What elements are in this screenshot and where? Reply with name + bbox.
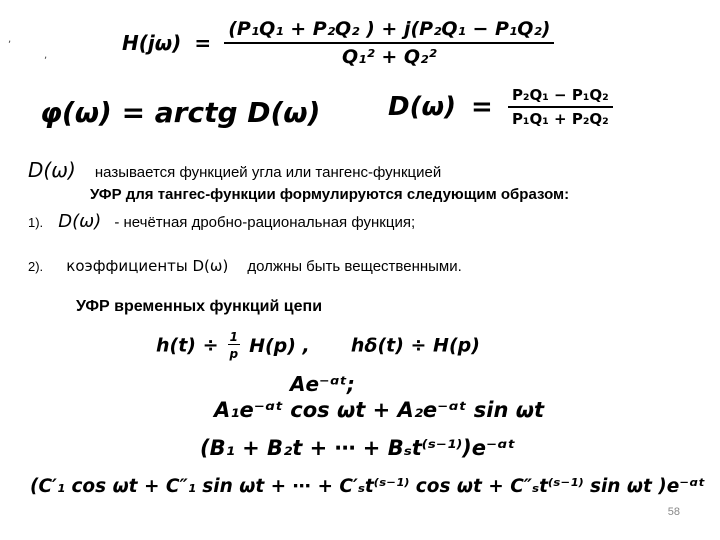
item1-marker: 1). xyxy=(28,215,44,230)
f1-left: h(t) ÷ xyxy=(156,334,219,357)
stray-mark: , xyxy=(44,50,48,61)
eq3-denominator: P₁Q₁ + P₂Q₂ xyxy=(511,110,609,128)
page-number: 58 xyxy=(667,506,680,518)
f1-right: H(p) , xyxy=(249,334,310,357)
formula-a1-a2: A₁e⁻ᵅᵗ cos ωt + A₂e⁻ᵅᵗ sin ωt xyxy=(214,398,545,422)
formula-b-series: (B₁ + B₂t + ⋯ + Bₛt⁽ˢ⁻¹⁾)e⁻ᵅᵗ xyxy=(200,436,516,460)
item1-text: - нечётная дробно-рациональная функция; xyxy=(114,214,416,231)
formula-h-t xyxy=(156,330,480,361)
formula-ae: Ae⁻ᵅᵗ; xyxy=(290,372,355,396)
line1-symbol: D(ω) xyxy=(28,158,76,182)
text-line-2: УФР для тангес-функции формулируются следующим образом: xyxy=(90,186,570,203)
eq1-denominator: Q₁² + Q₂² xyxy=(341,46,437,68)
equation-phi: φ(ω) = arctg D(ω) xyxy=(40,96,321,129)
eq1-equals: = xyxy=(194,31,212,55)
item1-symbol: D(ω) xyxy=(58,211,102,232)
eq3-lhs: D(ω) xyxy=(388,92,456,122)
text-line-1 xyxy=(28,158,441,182)
f1-fraction xyxy=(228,330,240,361)
f1-frac-num: 1 xyxy=(229,330,238,344)
eq3-equals: = xyxy=(471,92,493,122)
list-item-2 xyxy=(28,256,462,275)
line1-text: называется функцией угла или тангенс-функцией xyxy=(94,164,442,181)
item2-text: должны быть вещественными. xyxy=(247,258,462,275)
equation-h-jw xyxy=(122,18,554,68)
eq1-numerator: (P₁Q₁ + P₂Q₂ ) + j(P₂Q₁ − P₁Q₂) xyxy=(224,18,554,44)
section-heading: УФР временных функций цепи xyxy=(76,298,323,315)
item2-symbol: коэффициенты D(ω) xyxy=(66,257,229,275)
equation-d-w xyxy=(388,86,613,128)
list-item-1 xyxy=(28,211,415,232)
eq1-fraction xyxy=(224,18,554,68)
stray-mark: , xyxy=(8,34,12,45)
item2-marker: 2). xyxy=(28,259,44,274)
eq3-numerator: P₂Q₁ − P₁Q₂ xyxy=(508,86,613,108)
formula-c-series: (C′₁ cos ωt + C″₁ sin ωt + ⋯ + C′ₛt⁽ˢ⁻¹⁾ cos ωt + C″ₛt⁽ˢ⁻¹⁾ sin ωt )e⁻ᵅᵗ xyxy=(30,476,706,497)
f1-h-delta: hδ(t) ÷ H(p) xyxy=(350,334,480,357)
eq1-lhs: H(jω) xyxy=(122,31,182,55)
f1-frac-den: p xyxy=(229,347,239,361)
eq3-fraction xyxy=(508,86,613,128)
